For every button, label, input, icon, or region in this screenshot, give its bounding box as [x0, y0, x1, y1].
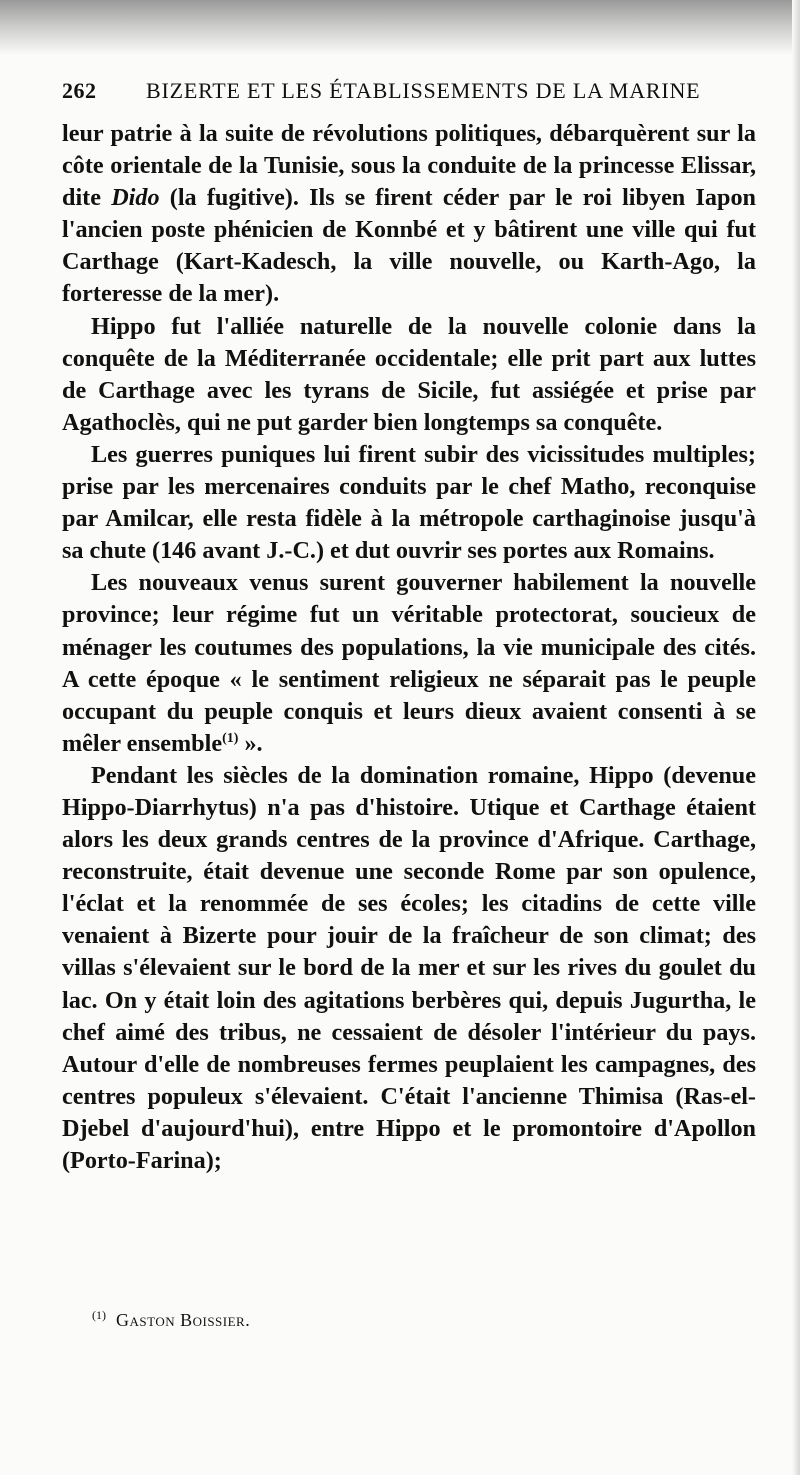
paragraph-4-text: Les nouveaux venus surent gouverner habilement la nouvelle province; leur régime fut un véritable protectorat, soucieux de ménager les coutumes des populations, la vie municipale des cités. A cette époque « le sentiment religieux ne séparait pas le peuple occupant du peuple conquis et leurs dieux avaient consenti à se mêler ensemble [62, 569, 756, 757]
footnote-author: Gaston Boissier. [116, 1310, 251, 1330]
body-text [62, 118, 756, 1177]
page-number: 262 [62, 78, 97, 103]
dido-italic: Dido [111, 184, 160, 212]
paragraph-2: Hippo fut l'alliée naturelle de la nouvelle colonie dans la conquête de la Méditerranée occidentale; elle prit part aux luttes de Carthage avec les tyrans de Sicile, fut assiégée et prise par Agathoclès, qui ne put garder bien longtemps sa conquête. [62, 312, 756, 436]
paragraph-1-text: leur patrie à la suite de révolutions politiques, débarquèrent sur la côte orientale de la Tunisie, sous la conduite de la princesse Elissar, dite [62, 120, 756, 212]
footnote [92, 1308, 692, 1332]
paragraph-1-tail: (la fugitive). Ils se firent céder par le roi libyen Iapon l'ancien poste phénicien de Konnbé et y bâtirent une ville qui fut Carthage (Kart-Kadesch, la ville nouvelle, ou Karth-Ago, la forteresse de la mer). [62, 184, 756, 308]
paragraph-5: Pendant les siècles de la domination romaine, Hippo (devenue Hippo-Diarrhytus) n'a pas d'histoire. Utique et Carthage étaient alors les deux grands centres de la province d'Afrique. Carthage, reconstruite, était devenue une seconde Rome par son opulence, l'éclat et la renommée de ses écoles; les citadins de cette ville venaient à Bizerte pour jouir de la fraîcheur de son climat; des villas s'élevaient sur le bord de la mer et sur les rives du goulet du lac. On y était loin des agitations berbères qui, depuis Jugurtha, le chef aimé des tribus, ne cessaient de désoler l'intérieur du pays. Autour d'elle de nombreuses fermes peuplaient les campagnes, des centres populeux s'élevaient. C'était l'ancienne Thimisa (Ras-el-Djebel d'aujourd'hui), entre Hippo et le promontoire d'Apollon (Porto-Farina); [62, 761, 756, 1174]
scan-shadow [0, 0, 800, 55]
paragraph-1 [62, 118, 756, 311]
footnote-reference: (1) [222, 730, 239, 746]
running-title: BIZERTE ET LES ÉTABLISSEMENTS DE LA MARINE [146, 78, 701, 103]
page-edge [792, 0, 800, 1475]
paragraph-4 [62, 567, 756, 760]
running-header [62, 78, 752, 112]
footnote-mark: (1) [92, 1308, 106, 1322]
paragraph-3: Les guerres puniques lui firent subir des vicissitudes multiples; prise par les mercenaires conduits par le chef Matho, reconquise par Amilcar, elle resta fidèle à la métropole carthaginoise jusqu'à sa chute (146 avant J.-C.) et dut ouvrir ses portes aux Romains. [62, 440, 756, 565]
quote-close: ». [238, 729, 263, 757]
